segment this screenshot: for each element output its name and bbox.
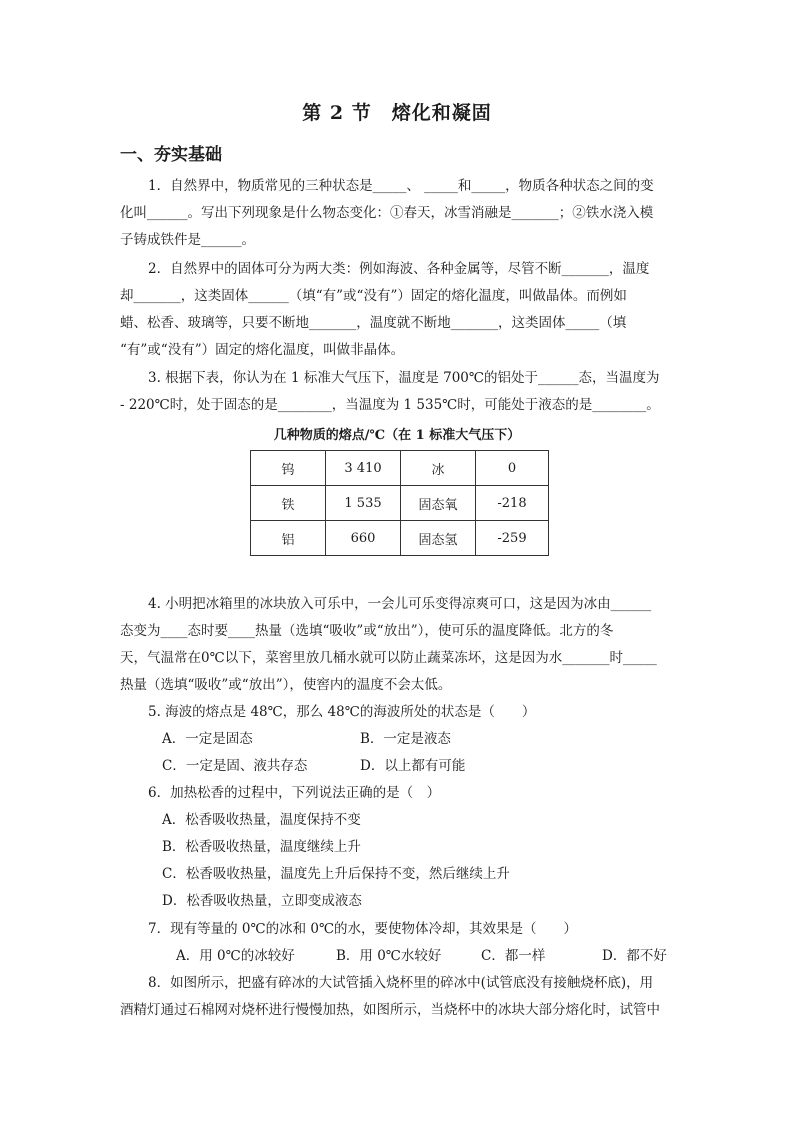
table-cell: 钨 <box>251 451 326 486</box>
q6-option-c: C．松香吸收热量，温度先上升后保持不变，然后继续上升 <box>162 866 510 882</box>
q5-option-b: B．一定是液态 <box>360 731 451 747</box>
q4-line-1: 4. 小明把冰箱里的冰块放入可乐中，一会儿可乐变得凉爽可口，这是因为冰由______ <box>148 596 652 612</box>
q1-line-3: 子铸成铁件是______。 <box>120 232 255 248</box>
q2-line-2: 却_______，这类固体______（填“有”或“没有”）固定的熔化温度，叫做晶体。而例如 <box>120 288 627 304</box>
table-cell: 0 <box>476 451 549 486</box>
table-cell: 铝 <box>251 521 326 556</box>
q7-option-b: B．用 0℃水较好 <box>336 948 442 964</box>
q7-option-c: C．都一样 <box>481 948 546 964</box>
q1-line-2: 化叫______。写出下列现象是什么物态变化：①春天，冰雪消融是_______；②铁水浇入模 <box>120 205 654 221</box>
q8-line-1: 8．如图所示，把盛有碎冰的大试管插入烧杯里的碎冰中(试管底没有接触烧杯底)，用 <box>148 975 654 991</box>
q7-option-d: D．都不好 <box>602 948 667 964</box>
q7-option-a: A．用 0℃的冰较好 <box>176 948 295 964</box>
q4-line-4: 热量（选填“吸收”或“放出”），使窖内的温度不会太低。 <box>120 677 452 693</box>
table-cell: -259 <box>476 521 549 556</box>
q6-option-a: A．松香吸收热量，温度保持不变 <box>162 812 361 828</box>
q1-line-1: 1．自然界中，物质常见的三种状态是_____、 _____和_____，物质各种状态之间的变 <box>148 178 654 194</box>
q6-stem: 6．加热松香的过程中，下列说法正确的是（ ） <box>148 785 441 801</box>
q8-line-2: 酒精灯通过石棉网对烧杯进行慢慢加热，如图所示，当烧杯中的冰块大部分熔化时，试管中 <box>120 1002 660 1018</box>
table-cell: 铁 <box>251 486 326 521</box>
table-row <box>251 451 549 486</box>
q5-option-d: D．以上都有可能 <box>360 758 466 774</box>
table-cell: 固态氧 <box>401 486 476 521</box>
q2-line-3: 蜡、松香、玻璃等，只要不断地_______，温度就不断地_______，这类固体_____（填 <box>120 315 627 331</box>
table-cell: 660 <box>326 521 401 556</box>
table-cell: -218 <box>476 486 549 521</box>
table-row <box>251 521 549 556</box>
page-title: 第 2 节 熔化和凝固 <box>302 102 492 124</box>
table-cell: 冰 <box>401 451 476 486</box>
q7-stem: 7．现有等量的 0℃的冰和 0℃的水，要使物体冷却，其效果是（ ） <box>148 921 578 937</box>
q2-line-1: 2．自然界中的固体可分为两大类：例如海波、各种金属等，尽管不断_______，温度 <box>148 261 650 277</box>
q5-stem: 5. 海波的熔点是 48℃，那么 48℃的海波所处的状态是（ ） <box>148 704 536 720</box>
table-cell: 3 410 <box>326 451 401 486</box>
table-row <box>251 486 549 521</box>
melting-point-table <box>250 450 549 556</box>
table-cell: 固态氢 <box>401 521 476 556</box>
section-heading: 一、夯实基础 <box>120 145 222 165</box>
q3-line-1: 3. 根据下表，你认为在 1 标准大气压下，温度是 700℃的铝处于______态，当温度为 <box>148 370 660 386</box>
table-caption: 几种物质的熔点/℃（在 1 标准大气压下） <box>273 428 521 443</box>
q3-line-2: - 220℃时，处于固态的是________，当温度为 1 535℃时，可能处于液态的是________。 <box>120 397 660 413</box>
q4-line-2: 态变为____态时要____热量（选填“吸收”或“放出”），使可乐的温度降低。北方的冬 <box>120 623 614 639</box>
q4-line-3: 天，气温常在0℃以下，菜窖里放几桶水就可以防止蔬菜冻坏，这是因为水_______时_____ <box>120 650 657 666</box>
q5-option-a: A．一定是固态 <box>162 731 253 747</box>
q5-option-c: C．一定是固、液共存态 <box>162 758 308 774</box>
q6-option-b: B．松香吸收热量，温度继续上升 <box>162 839 361 855</box>
q6-option-d: D．松香吸收热量，立即变成液态 <box>162 893 362 909</box>
q2-line-4: “有”或“没有”）固定的熔化温度，叫做非晶体。 <box>120 342 405 358</box>
table-cell: 1 535 <box>326 486 401 521</box>
